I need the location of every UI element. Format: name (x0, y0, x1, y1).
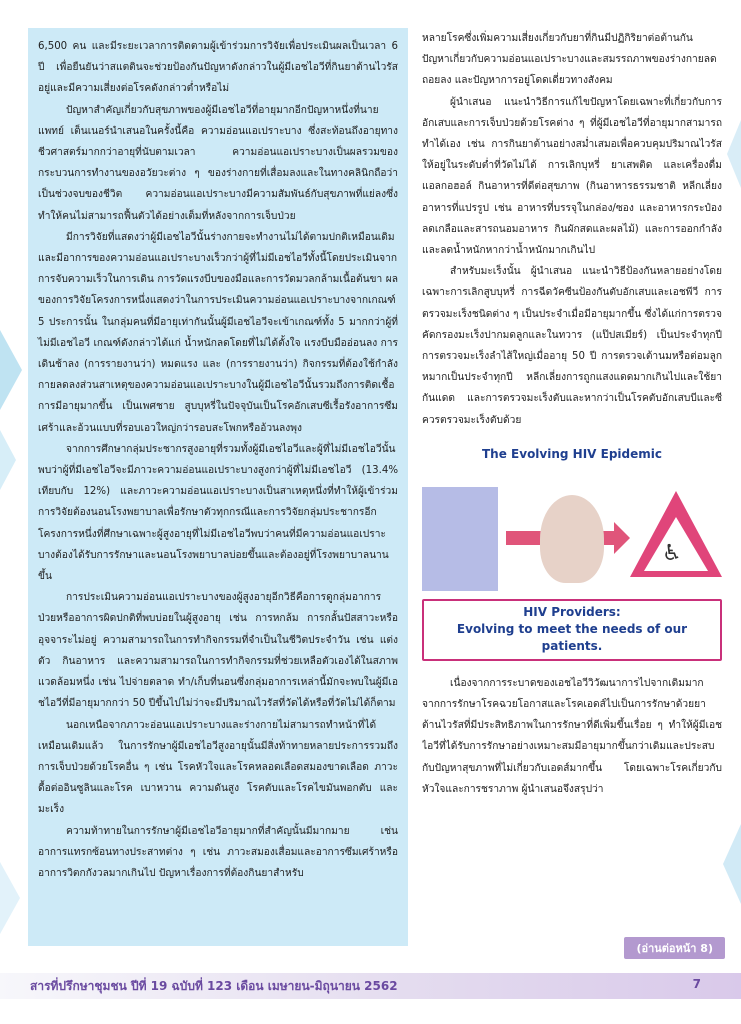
provider-box-line1: HIV Providers: (523, 604, 621, 619)
left-text-panel (28, 28, 408, 946)
provider-box-line2: Evolving to meet the needs of our patients. (456, 621, 688, 653)
hiv-providers-box (422, 599, 722, 661)
paragraph: ปัญหาสำคัญเกี่ยวกับสุขภาพของผู้มีเอชไอวีที่อายุมากอีกปัญหาหนึ่งที่นายแพทย์ เต็นเนอร์นำเสนอในครั้งนี้คือ ความอ่อนแอเปราะบาง ซึ่งสะท้อนถึงอายุทางชีวศาสตร์มากกว่าอายุที่นับตามเวลา ความอ่อนแอเปราะบางเป็นผลรวมของกระบวนการทำงานของอวัยวะต่าง ๆ ของร่างกายที่เสื่อมลงและในทางคลินิกถือว่าเป็นช่วงจบของชีวิต ความอ่อนแอเปราะบางมีความสัมพันธ์กับสุขภาพที่แย่ลงซึ่งทำให้คนไม่สามารถฟื้นตัวได้อย่างเต็มที่หลังจากการเจ็บป่วย (38, 104, 398, 222)
paragraph: การประเมินความอ่อนแอเปราะบางของผู้สูงอายุอีกวิธีคือการดูกลุ่มอาการป่วยหรืออาการผิดปกติที่พบบ่อยในผู้สูงอายุ เช่น การหกล้ม การกลั้นปัสสาวะหรืออุจจาระไม่อยู่ ความสามารถในการทำกิจกรรมที่จำเป็นในชีวิตประจำวัน เช่น แต่งตัว กินอาหาร และความสามารถในการทำกิจกรรมที่ช่วยเหลือตัวเองได้ในสภาพแวดล้อมหนึ่ง เช่น ไปจ่ายตลาด ทำ/เก็บที่นอนซึ่งกลุ่มอาการเหล่านี้มักจะพบในผู้มีเอชไอวีที่มีอายุมากกว่า 50 ปีขึ้นไปไม่ว่าจะมีปริมาณไวรัสที่วัดได้หรือที่วัดไม่ได้ก็ตาม (38, 592, 398, 710)
decorative-triangle (0, 330, 22, 410)
overweight-man-icon (540, 495, 604, 583)
hiv-evolution-illustration (422, 487, 722, 591)
decorative-triangle (0, 430, 16, 490)
paragraph: นอกเหนือจากภาวะอ่อนแอเปราะบางและร่างกายไม่สามารถทำหน้าที่ได้เหมือนเดิมแล้ว ในการรักษาผู้มีเอชไอวีสูงอายุนั้นมีสิ่งท้าทายหลายประการรวมถึง การเจ็บป่วยด้วยโรคอื่น ๆ เช่น โรคหัวใจและโรคหลอดเลือดสมองขาดเลือด ภาวะดื้อต่ออินซูลินและโรค เบาหวาน ความดันสูง โรคตับและโรคไขมันพอกตับ และมะเร็ง (38, 719, 398, 816)
continue-on-page-label: (อ่านต่อหน้า 8) (624, 937, 725, 959)
paragraph: เนื่องจากการระบาดของเอชไอวีวิวัฒนาการไปจากเดิมมาก จากการรักษาโรคฉวยโอกาสและโรคเอดส์ไปเป็นการรักษาด้วยยาต้านไวรัสที่มีประสิทธิภาพในการรักษาที่ดีเพิ่มขึ้นเรื่อย ๆ ทำให้ผู้มีเอชไอวีที่ได้รับการรักษาอย่างเหมาะสมมีอายุมากขึ้นกว่าเดิมและประสบกับปัญหาสุขภาพที่ไม่เกี่ยวกับเอดส์มากขึ้น โดยเฉพาะโรคเกี่ยวกับหัวใจและการชราภาพ ผู้นำเสนอจึงสรุปว่า (422, 677, 722, 795)
decorative-triangle (727, 120, 741, 188)
elderly-couple-icon: ♿ (662, 540, 682, 566)
right-column (422, 28, 722, 948)
decorative-triangle (723, 824, 741, 904)
figure-title: The Evolving HIV Epidemic (482, 446, 662, 461)
paragraph: หลายโรคซึ่งเพิ่มความเสี่ยงเกี่ยวกับยาที่กินมีปฏิกิริยาต่อต้านกัน ปัญหาเกี่ยวกับความอ่อนแอเปราะบางและสมรรถภาพของร่างกายลดถอยลง และปัญหาการอยู่โดดเดี่ยวทางสังคม (422, 33, 717, 87)
paragraph: ผู้นำเสนอ แนะนำวิธีการแก้ไขปัญหาโดยเฉพาะที่เกี่ยวกับการอักเสบและการเจ็บป่วยด้วยโรคต่าง ๆ ที่ผู้มีเอชไอวีที่อายุมากสามารถทำได้เอง เช่น การกินยาต้านอย่างสม่ำเสมอเพื่อควบคุมปริมาณไวรัสให้อยู่ในระดับต่ำที่วัดไม่ได้ การเลิกบุหรี่ ยาเสพติด และเครื่องดื่มแอลกอฮอล์ กินอาหารที่ดีต่อสุขภาพ (กินอาหารธรรมชาติ หลีกเลี่ยงอาหารที่แปรรูป เช่น อาหารที่บรรจุในกล่อง/ซอง และอาหารกระป๋อง ลดเกลือและสารถนอมอาหาร กินผักสดและผลไม้) และการออกกำลังและลดน้ำหนักหากว่าน้ำหนักมากเกินไป (422, 96, 722, 257)
paragraph: สำหรับมะเร็งนั้น ผู้นำเสนอ แนะนำวิธีป้องกันหลายอย่างโดยเฉพาะการเลิกสูบบุหรี่ การฉีดวัคซีนป้องกันตับอักเสบและเอชพีวี การตรวจมะเร็งชนิดต่าง ๆ เป็นประจำเมื่อมีอายุมากขึ้น ซึ่งได้แก่การตรวจคัดกรองมะเร็งปากมดลูกและในทวาร (แป๊ปสเมียร์) เป็นประจำทุกปี การตรวจมะเร็งลำไส้ใหญ่เมื่ออายุ 50 ปี การตรวจเต้านมหรือต่อมลูกหมากเป็นประจำทุกปี หลีกเลี่ยงการถูกแสงแดดมากเกินไปและใช้ยากันแดด และการตรวจมะเร็งตับและหากว่าเป็นโรคตับอักเสบบีและซีควรตรวจมะเร็งตับด้วย (422, 266, 722, 426)
paragraph: มีการวิจัยที่แสดงว่าผู้มีเอชไอวีนั้นร่างกายจะทำงานไม่ได้ตามปกติเหมือนเดิมและมีอาการของความอ่อนแอเปราะบางเร็วกว่าผู้ที่ไม่มีเอชไอวีทั้งนี้โดยประเมินจากการจับความเร็วในการเดิน การวัดแรงบีบของมือและการวัดมวลกล้ามเนื้อต้นขา ผลของการวิจัยโครงการหนึ่งแสดงว่าในการประเมินความอ่อนแอเปราะบางจากเกณฑ์ 5 ประการนั้น ในกลุ่มคนที่มีอายุเท่ากันนั้นผู้มีเอชไอวีจะเข้าเกณฑ์ทั้ง 5 มากกว่าผู้ที่ไม่มีเอชไอวี เกณฑ์ดังกล่าวได้แก่ น้ำหนักลดโดยที่ไม่ได้ตั้งใจ แรงบีบมืออ่อนลง การเดินช้าลง (การรายงานว่า) หมดแรง และ (การรายงานว่า) กิจกรรมที่ต้องใช้กำลังกายลดลงส่วนสาเหตุของความอ่อนแอเปราะบางในผู้มีเอชไอวีนั้นรวมถึงการติดเชื้อการมีอายุมากขึ้น เป็นเพศชาย สูบบุหรี่ในปัจจุบันเป็นโรคอักเสบซีเรื้อรังอาการซึมเศร้าและอ้วนแบบที่รอบเอวใหญ่กว่ารอบสะโพกหรืออ้วนลงพุง (38, 231, 398, 434)
decorative-triangle (0, 862, 20, 934)
paragraph: 6,500 คน และมีระยะเวลาการติดตามผู้เข้าร่วมการวิจัยเพื่อประเมินผลเป็นเวลา 6 ปี เพื่อยืนยันว่าสแตตินจะช่วยป้องกันปัญหาดังกล่าวในผู้มีเอชไอวีที่กินยาต้านไวรัสอยู่และมีความเสี่ยงต่อโรคดังกล่าวต่ำหรือไม่ (38, 41, 398, 95)
thin-man-icon (422, 487, 498, 591)
footer-publication-info: สารที่ปรึกษาชุมชน ปีที่ 19 ฉบับที่ 123 เดือน เมษายน-มิถุนายน 2562 (30, 979, 398, 993)
paragraph: ความท้าทายในการรักษาผู้มีเอชไอวีอายุมากที่สำคัญนั้นมีมากมาย เช่น อาการแทรกซ้อนทางประสาทต่าง ๆ เช่น ภาวะสมองเสื่อมและอาการซึมเศร้าหรืออาการวิตกกังวลมากเกินไป ปัญหาเรื่องการที่ต้องกินยาสำหรับ (38, 825, 398, 879)
page-number: 7 (692, 977, 701, 991)
paragraph: จากการศึกษากลุ่มประชากรสูงอายุที่รวมทั้งผู้มีเอชไอวีและผู้ที่ไม่มีเอชไอวีนั้นพบว่าผู้ที่มีเอชไอวีจะมีภาวะความอ่อนแอเปราะบางสูงกว่าผู้ที่ไม่มีเอชไอวี (13.4% เทียบกับ 12%) และภาวะความอ่อนแอเปราะบางเป็นสาเหตุหนึ่งที่ทำให้ผู้เข้าร่วมการวิจัยต้องนอนโรงพยาบาลเพื่อรักษาตัวทุกกรณีและการวิจัยกลุ่มประชากรอีกโครงการหนึ่งที่ศึกษาเฉพาะผู้สูงอายุที่ไม่มีเอชไอวีพบว่าคนที่มีความอ่อนแอเปราะบางต้องได้รับการรักษาและนอนโรงพยาบาลบ่อยขึ้นและต้องอยู่ที่โรงพยาบาลนานขึ้น (38, 443, 398, 583)
